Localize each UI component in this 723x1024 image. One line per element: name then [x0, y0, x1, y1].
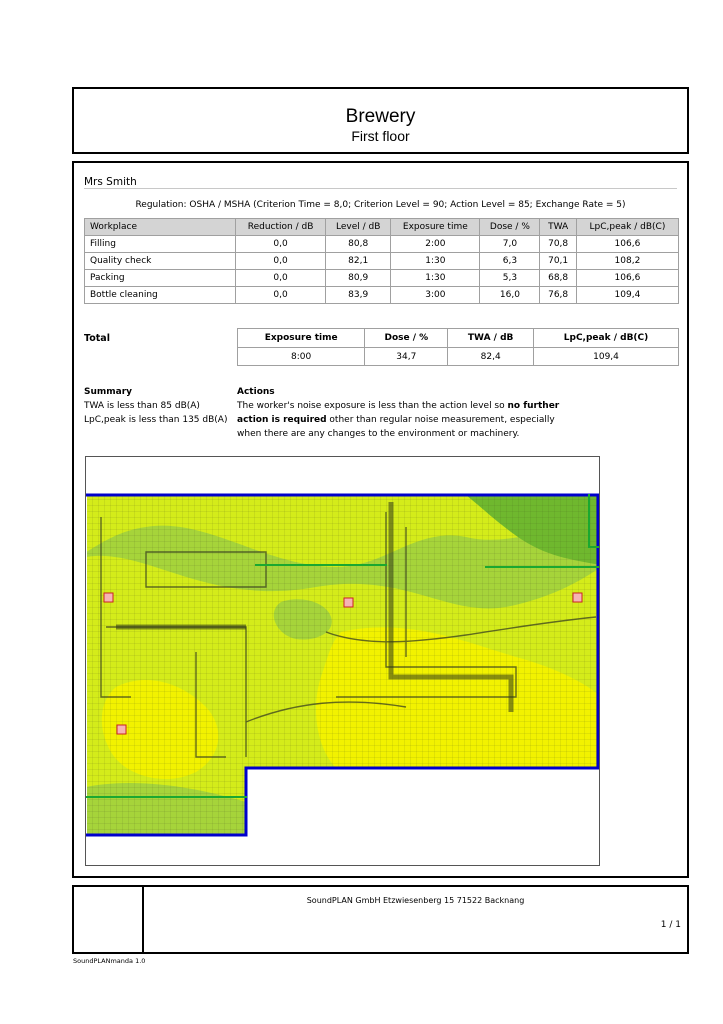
- page-title: Brewery: [345, 106, 416, 127]
- noise-map-graphic: [86, 457, 600, 866]
- cell: 1:30: [391, 253, 480, 270]
- person-name: Mrs Smith: [84, 176, 137, 188]
- total-col-peak: LpC,peak / dB(C): [534, 329, 679, 348]
- col-peak: LpC,peak / dB(C): [576, 219, 678, 236]
- measurement-marker: [344, 598, 353, 607]
- cell: 80,9: [326, 270, 391, 287]
- measurement-marker: [573, 593, 582, 602]
- measurement-marker: [117, 725, 126, 734]
- cell: 83,9: [326, 287, 391, 304]
- cell: 70,8: [540, 236, 577, 253]
- cell: 1:30: [391, 270, 480, 287]
- cell: 0,0: [236, 270, 326, 287]
- cell: 106,6: [576, 236, 678, 253]
- cell: 5,3: [480, 270, 540, 287]
- cell: 2:00: [391, 236, 480, 253]
- cell: Filling: [85, 236, 236, 253]
- actions-section: [237, 385, 567, 441]
- table-row: [85, 236, 679, 253]
- main-content: [72, 161, 689, 878]
- header-box: [72, 87, 689, 154]
- cell: 82,4: [448, 348, 534, 366]
- summary-heading: Summary: [84, 387, 133, 397]
- total-col-exposure: Exposure time: [238, 329, 365, 348]
- app-name: SoundPLANmanda 1.0: [73, 957, 146, 965]
- summary-line: LpC,peak is less than 135 dB(A): [84, 415, 228, 425]
- summary-section: [84, 385, 227, 427]
- cell: 82,1: [326, 253, 391, 270]
- measurement-marker: [104, 593, 113, 602]
- cell: 0,0: [236, 287, 326, 304]
- cell: 80,8: [326, 236, 391, 253]
- table-row: [85, 253, 679, 270]
- actions-text-start: The worker's noise exposure is less than the action level so: [237, 401, 508, 411]
- total-header-row: [238, 329, 679, 348]
- cell: 34,7: [365, 348, 448, 366]
- noise-map: [85, 456, 600, 866]
- cell: 109,4: [576, 287, 678, 304]
- total-col-dose: Dose / %: [365, 329, 448, 348]
- col-level: Level / dB: [326, 219, 391, 236]
- divider: [84, 188, 677, 189]
- actions-text-end: other than regular noise measurement, especially when there are any changes to the environment or machinery.: [237, 415, 555, 439]
- noise-contours: [86, 495, 600, 835]
- total-label: Total: [84, 333, 110, 344]
- cell: 109,4: [534, 348, 679, 366]
- page-number: 1 / 1: [660, 920, 681, 930]
- col-workplace: Workplace: [85, 219, 236, 236]
- cell: Packing: [85, 270, 236, 287]
- cell: 3:00: [391, 287, 480, 304]
- col-exposure: Exposure time: [391, 219, 480, 236]
- workplace-table: [84, 218, 679, 304]
- cell: 76,8: [540, 287, 577, 304]
- cell: 108,2: [576, 253, 678, 270]
- total-table: [237, 328, 679, 366]
- total-values-row: [238, 348, 679, 366]
- footer-company: SoundPLAN GmbH Etzwiesenberg 15 71522 Backnang: [306, 896, 525, 905]
- cell: 16,0: [480, 287, 540, 304]
- col-reduction: Reduction / dB: [236, 219, 326, 236]
- regulation-text: Regulation: OSHA / MSHA (Criterion Time = 8,0; Criterion Level = 90; Action Level = 85; Exchange Rate = 5): [135, 200, 626, 210]
- col-twa: TWA: [540, 219, 577, 236]
- total-col-twa: TWA / dB: [448, 329, 534, 348]
- cell: 70,1: [540, 253, 577, 270]
- cell: 68,8: [540, 270, 577, 287]
- col-dose: Dose / %: [480, 219, 540, 236]
- actions-text: [237, 399, 567, 441]
- footer-box: [72, 885, 689, 954]
- actions-heading: Actions: [237, 387, 275, 397]
- footer-logo-area: [74, 887, 144, 952]
- cell: 0,0: [236, 253, 326, 270]
- summary-line: TWA is less than 85 dB(A): [84, 401, 200, 411]
- table-row: [85, 270, 679, 287]
- table-row: [85, 287, 679, 304]
- page-subtitle: First floor: [351, 128, 410, 144]
- actions-text-bold: no further action is required: [237, 401, 560, 425]
- cell: Quality check: [85, 253, 236, 270]
- cell: 8:00: [238, 348, 365, 366]
- cell: 106,6: [576, 270, 678, 287]
- table-header-row: [85, 219, 679, 236]
- cell: 7,0: [480, 236, 540, 253]
- cell: 0,0: [236, 236, 326, 253]
- cell: Bottle cleaning: [85, 287, 236, 304]
- cell: 6,3: [480, 253, 540, 270]
